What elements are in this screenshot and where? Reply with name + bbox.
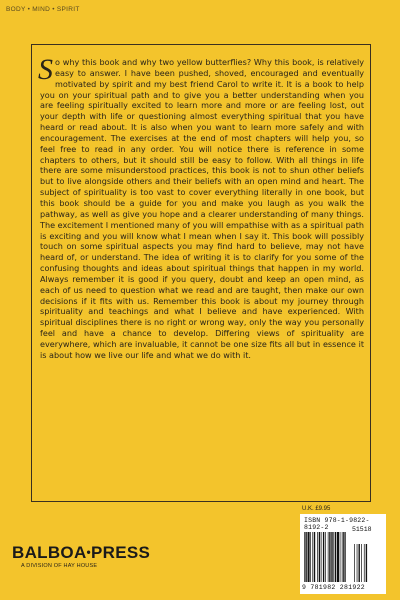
- publisher-logo: [12, 543, 150, 563]
- drop-cap: S: [38, 53, 53, 86]
- price-label: U.K. £9.95: [302, 506, 331, 512]
- category-label: BODY • MIND • SPIRIT: [6, 6, 80, 13]
- publisher-tagline: A DIVISION OF HAY HOUSE: [21, 563, 98, 569]
- isbn-text: ISBN 978-1-9822-8192-2: [304, 517, 370, 531]
- barcode-addon-number: 51518: [352, 526, 372, 533]
- dot-icon: •: [86, 545, 92, 559]
- publisher-name-left: BALBOA: [12, 543, 87, 562]
- publisher-name-right: PRESS: [91, 543, 151, 562]
- barcode: [300, 514, 386, 594]
- ean-number: 9 781982 281922: [302, 584, 366, 591]
- back-cover-blurb: [38, 53, 364, 361]
- barcode-bars-icon: [304, 526, 384, 582]
- blurb-text: o why this book and why two yellow butterflies? Why this book, is relatively easy to answer. I have been pushed, shoved, encouraged and eventually motivated by spirit and my best friend Carol to write it. It is a book to help you on your spiritual path and to give you a better understanding when you are feeling spiritually excited to learn more and more or are feeling lost, out your depth with life or questioning almost everything spiritual that you have heard or read about. It is also when you want to learn more safely and with encouragement. The exercises at the end of most chapters will help you, so feel free to read in any order. You will notice there is reference in some chapters to others, but it should still be easy to follow. With all things in life there are some misunderstood practices, this book is not to shun other beliefs but to live alongside others and their beliefs with an open mind and heart. The subject of spirituality is too vast to cover everything literally in one book, but this book should be a guide for you and make you laugh as you walk the pathway, as well as give you hope and a clearer understanding of many things. The excitement I mentioned many of you will empathise with as a spiritual path is exciting and you will know what I mean when I say it. This book will possibly touch on some spiritual aspects you may find hard to believe, may not have heard of, or understand. The idea of writing it is to clarify for you some of the confusing thoughts and ideas about spiritual things that happen in my world. Always remember it is good if you query, doubt and keep an open mind, as each of us need to question what we read and are taught, then make our own decisions if it fits with us. Remember this book is about my journey through spirituality and teachings and what I believe and have experienced. With spiritual disciplines there is no right or wrong way, only the way you personally feel and have a chance to develop. Differing views of spirituality are everywhere, which are invaluable, it cannot be one size fits all but in essence it is about how we live our life and what we do with it.: [40, 57, 364, 360]
